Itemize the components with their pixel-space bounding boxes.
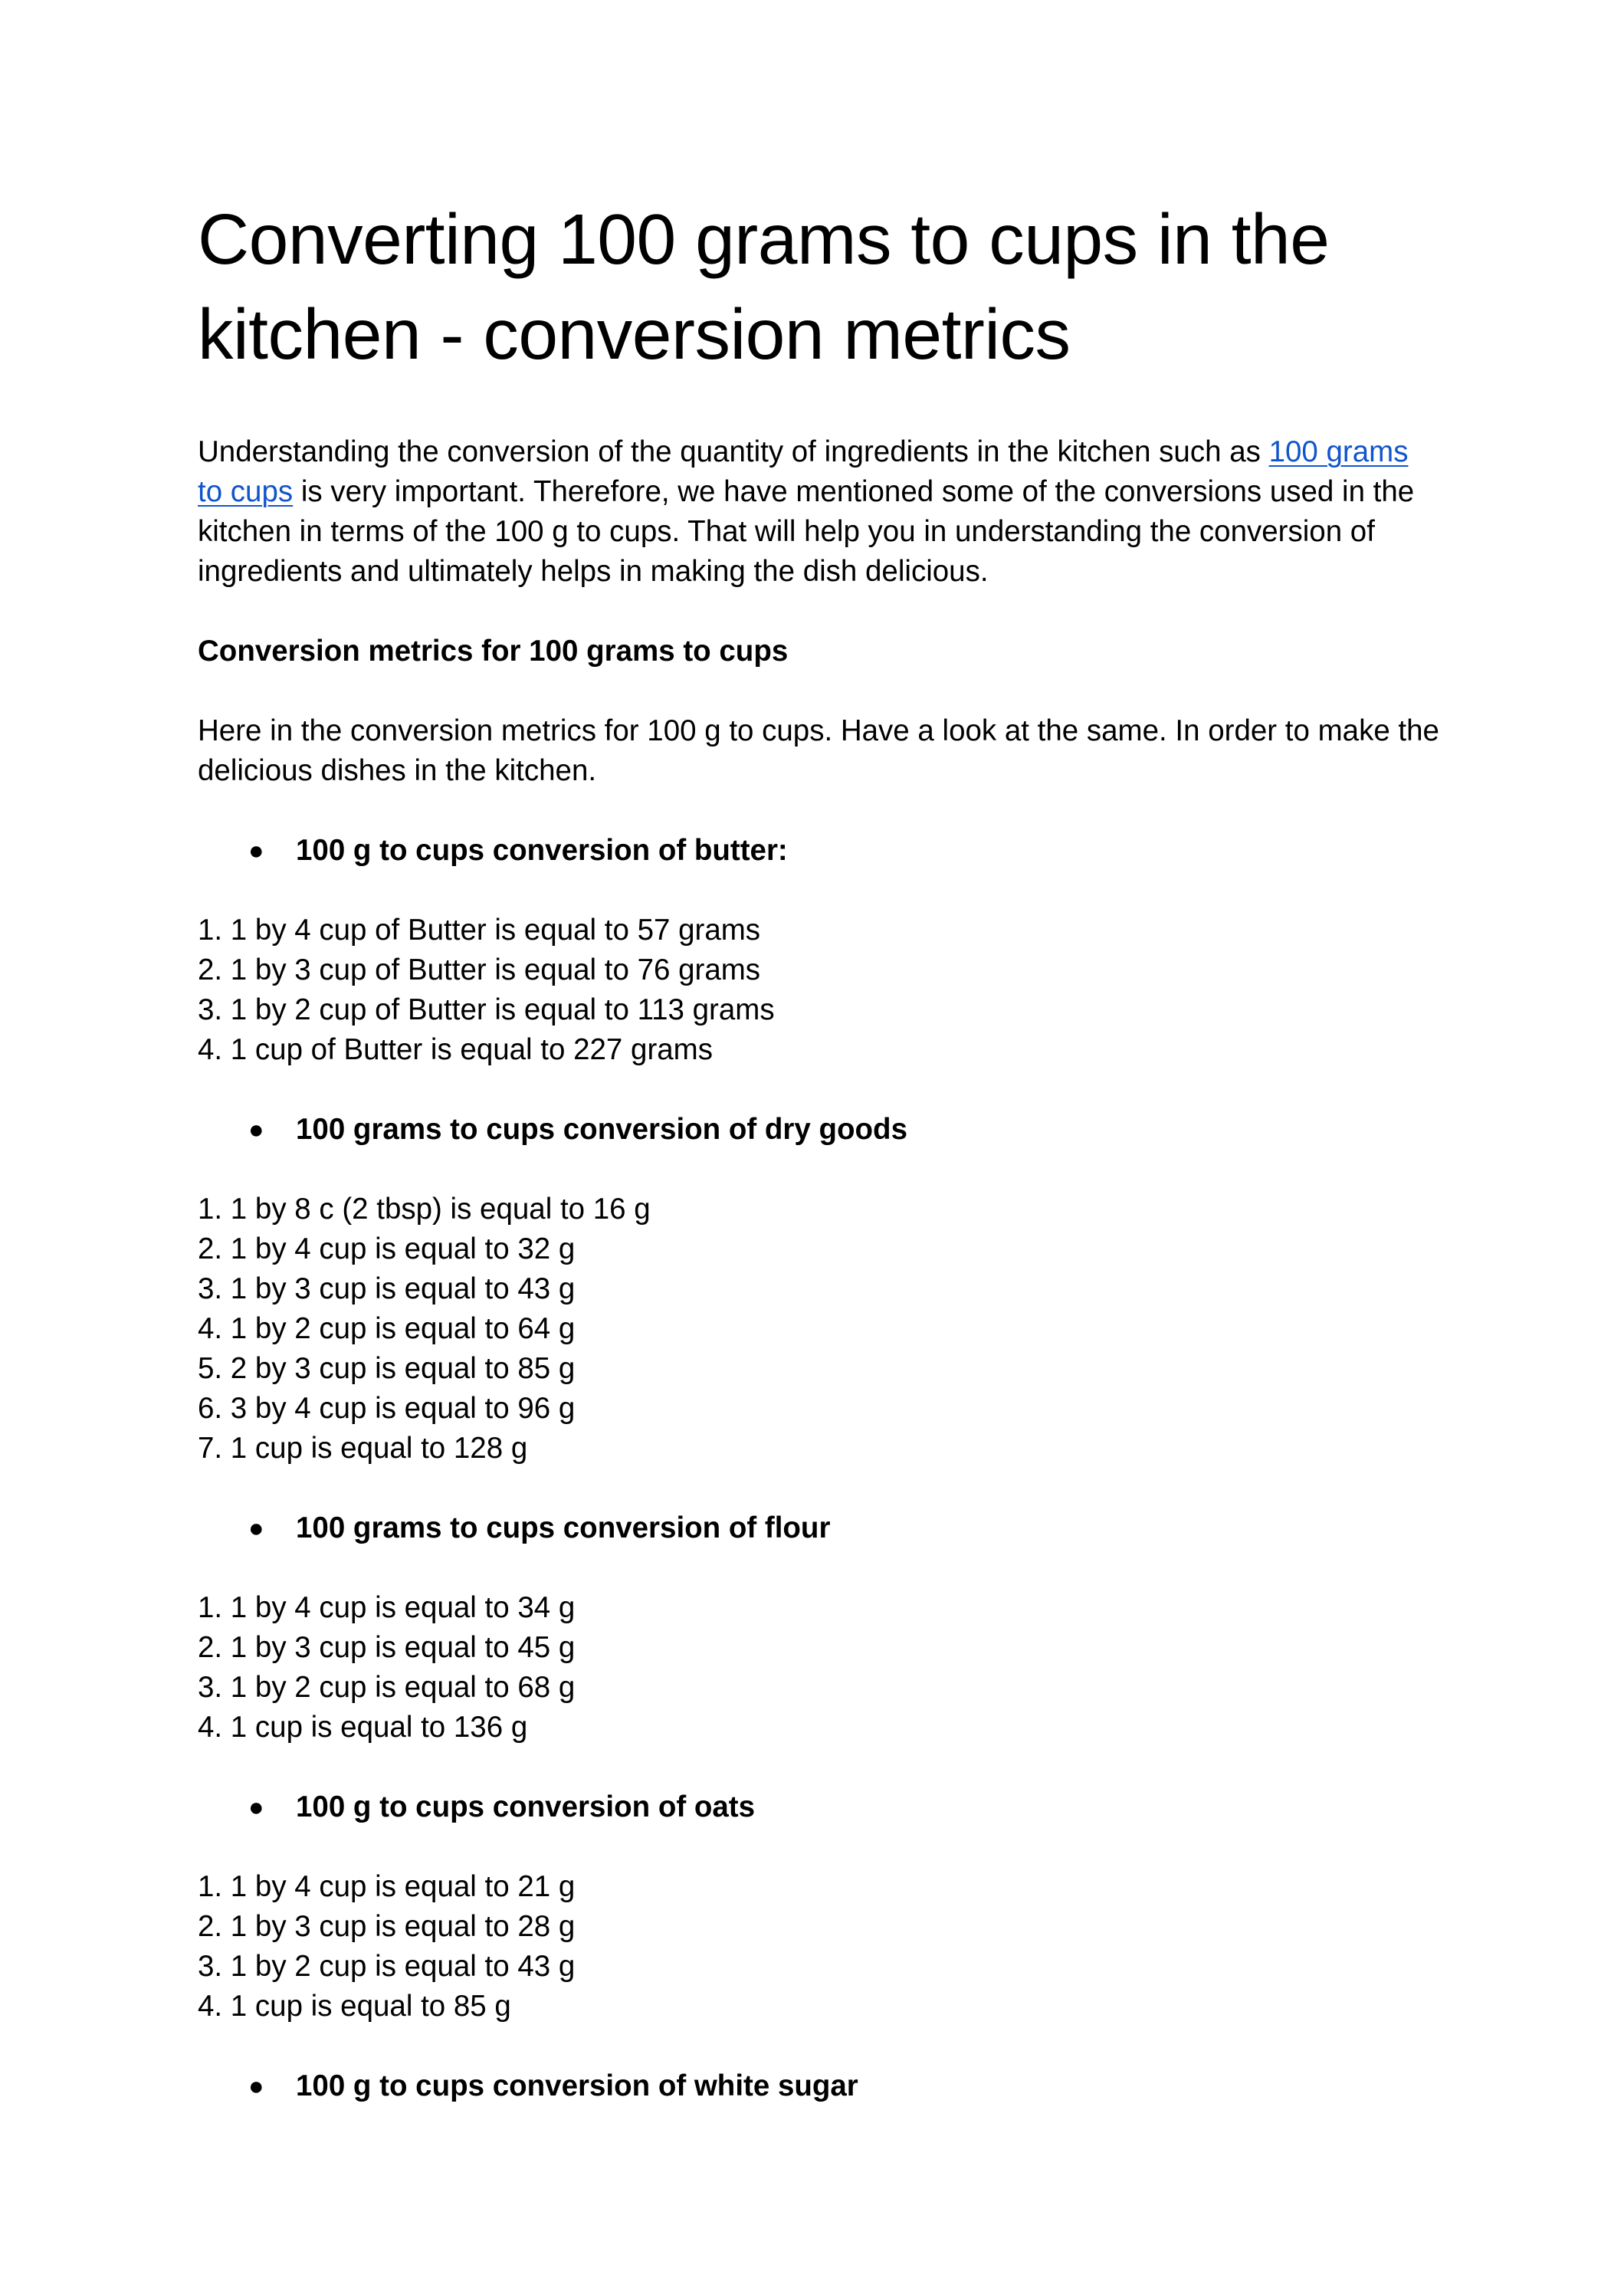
butter-conversion-list — [198, 911, 1439, 1070]
intro-text-end: is very important. Therefore, we have mentioned some of the conversions used in the kitchen in terms of the 100 g to cups. That will help you in understanding the conversion of ingredients and ultimately helps in making the dish delicious. — [198, 475, 1415, 588]
list-item: 6. 3 by 4 cup is equal to 96 g — [198, 1392, 576, 1425]
section-title-text: 100 grams to cups conversion of flour — [296, 1511, 831, 1544]
bullet-icon: ● — [248, 836, 264, 865]
section-title-oats — [198, 1787, 1439, 1827]
section-title-text: 100 g to cups conversion of oats — [296, 1790, 756, 1823]
list-item: 1. 1 by 8 c (2 tbsp) is equal to 16 g — [198, 1193, 651, 1226]
list-item: 4. 1 cup is equal to 136 g — [198, 1711, 528, 1744]
bullet-icon: ● — [248, 1115, 264, 1144]
section-heading: Conversion metrics for 100 grams to cups — [198, 635, 789, 668]
list-item: 3. 1 by 3 cup is equal to 43 g — [198, 1272, 576, 1305]
list-item: 7. 1 cup is equal to 128 g — [198, 1432, 528, 1465]
oats-conversion-list — [198, 1867, 1439, 2027]
section-title-white-sugar — [198, 2066, 1439, 2106]
bullet-icon: ● — [248, 2072, 264, 2101]
grams-to-cups-link[interactable]: 100 grams to cups — [198, 435, 1409, 508]
list-item: 2. 1 by 4 cup is equal to 32 g — [198, 1232, 576, 1265]
intro-paragraph — [198, 432, 1439, 592]
list-item: 3. 1 by 2 cup is equal to 43 g — [198, 1950, 576, 1983]
here-paragraph: Here in the conversion metrics for 100 g to cups. Have a look at the same. In order to make the delicious dishes in the kitchen. — [198, 714, 1439, 787]
list-item: 3. 1 by 2 cup is equal to 68 g — [198, 1671, 576, 1704]
list-item: 1. 1 by 4 cup is equal to 21 g — [198, 1870, 576, 1903]
page-title: Converting 100 grams to cups in the kitchen - conversion metrics — [198, 199, 1330, 374]
list-item: 4. 1 by 2 cup is equal to 64 g — [198, 1312, 576, 1345]
flour-conversion-list — [198, 1588, 1439, 1748]
dry-goods-conversion-list — [198, 1190, 1439, 1469]
section-title-dry-goods — [198, 1110, 1439, 1150]
list-item: 2. 1 by 3 cup of Butter is equal to 76 grams — [198, 953, 761, 986]
section-title-text: 100 g to cups conversion of white sugar — [296, 2069, 858, 2102]
list-item: 4. 1 cup of Butter is equal to 227 grams — [198, 1033, 714, 1066]
document-body — [198, 192, 1439, 2106]
list-item: 5. 2 by 3 cup is equal to 85 g — [198, 1352, 576, 1385]
section-title-text: 100 grams to cups conversion of dry goods — [296, 1113, 907, 1146]
list-item: 2. 1 by 3 cup is equal to 45 g — [198, 1631, 576, 1664]
bullet-icon: ● — [248, 1793, 264, 1822]
list-item: 1. 1 by 4 cup is equal to 34 g — [198, 1591, 576, 1624]
intro-text-start: Understanding the conversion of the quantity of ingredients in the kitchen such as — [198, 435, 1269, 468]
list-item: 3. 1 by 2 cup of Butter is equal to 113 grams — [198, 993, 775, 1026]
bullet-icon: ● — [248, 1514, 264, 1543]
list-item: 1. 1 by 4 cup of Butter is equal to 57 grams — [198, 914, 761, 947]
section-title-flour — [198, 1508, 1439, 1548]
section-title-butter — [198, 831, 1439, 871]
section-title-text: 100 g to cups conversion of butter: — [296, 834, 788, 867]
list-item: 4. 1 cup is equal to 85 g — [198, 1990, 511, 2023]
list-item: 2. 1 by 3 cup is equal to 28 g — [198, 1910, 576, 1943]
